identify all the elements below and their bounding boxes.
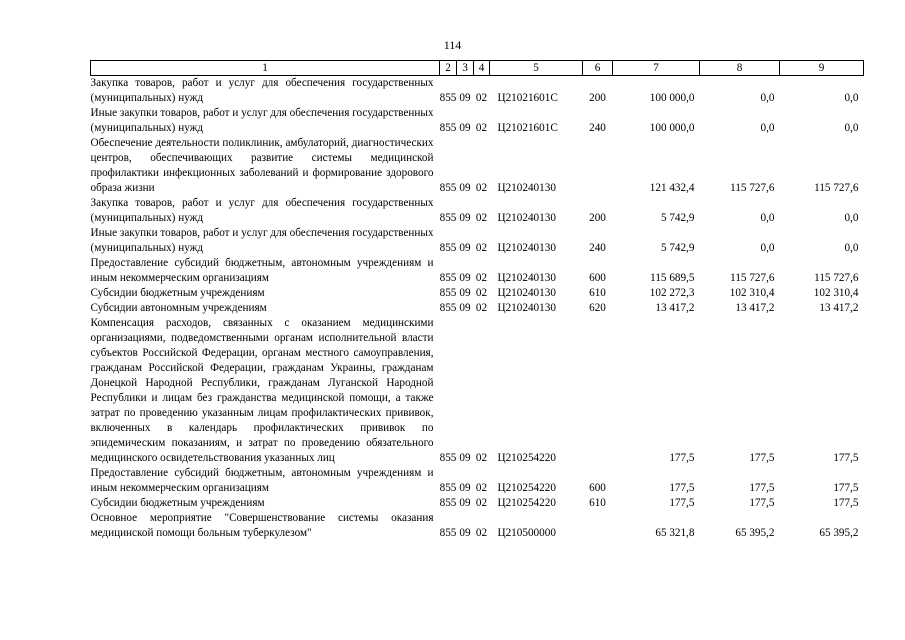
row-section-cell: 09: [459, 212, 471, 224]
row-name-cell: Предоставление субсидий бюджетным, автономным учреждениям и иным некоммерческим организациям: [90, 467, 434, 494]
row-grbs-cell: 855: [439, 302, 457, 314]
row-target-article-cell: Ц210254220: [497, 497, 556, 509]
table-row: [91, 106, 864, 136]
row-subsection-cell: 02: [475, 287, 488, 299]
table-row: [91, 136, 864, 196]
table-row: [91, 316, 864, 466]
row-name-cell: Основное мероприятие "Совершенствование системы оказания медицинской помощи больным туберкулезом": [90, 512, 434, 539]
row-amount-3-cell: 0,0: [844, 92, 859, 104]
row-section-cell: 09: [459, 272, 471, 284]
row-name-cell: Предоставление субсидий бюджетным, автономным учреждениям и иным некоммерческим организациям: [90, 257, 434, 284]
row-target-article-cell: Ц210240130: [497, 302, 556, 314]
row-section-cell: 09: [459, 497, 471, 509]
row-amount-3-cell: 0,0: [844, 122, 859, 134]
header-col-4: 4: [474, 61, 490, 76]
page-number: 114: [443, 38, 462, 52]
table-row: [91, 196, 864, 226]
row-name-cell: Компенсация расходов, связанных с оказанием медицинскими организациями, подведомственными органам исполнительной власти субъектов Российской Федерации, органам местного самоуправления, гражданам Российской Федерации, гражданам Украины, гражданам Донецкой Народной Республики, гражданам Луганской Народной Республики и лицам без гражданства медицинской помощи, а также затрат по проведению указанным лицам профилактических прививок, включенных в календарь профилактических прививок по эпидемическим показаниям, и затрат по проведению обязательного медицинского освидетельствования указанных лиц: [90, 317, 434, 464]
header-col-1: 1: [91, 61, 440, 76]
row-subsection-cell: 02: [475, 122, 488, 134]
row-expense-type-cell: 240: [589, 122, 606, 134]
row-amount-2-cell: 177,5: [749, 482, 775, 494]
row-amount-2-cell: 0,0: [760, 122, 775, 134]
row-amount-1-cell: 5 742,9: [660, 242, 695, 254]
row-amount-2-cell: 115 727,6: [730, 182, 775, 194]
row-target-article-cell: Ц210240130: [497, 242, 556, 254]
row-amount-1-cell: 115 689,5: [650, 272, 695, 284]
row-amount-2-cell: 0,0: [760, 212, 775, 224]
row-target-article-cell: Ц210254220: [497, 482, 556, 494]
row-name-cell: Закупка товаров, работ и услуг для обеспечения государственных (муниципальных) нужд: [90, 197, 434, 224]
row-name-cell: Субсидии бюджетным учреждениям: [90, 287, 265, 299]
row-amount-3-cell: 0,0: [844, 212, 859, 224]
row-target-article-cell: Ц210500000: [497, 527, 556, 539]
table-row: [91, 496, 864, 511]
row-subsection-cell: 02: [475, 452, 488, 464]
header-col-6: 6: [583, 61, 613, 76]
row-grbs-cell: 855: [439, 482, 457, 494]
row-grbs-cell: 855: [439, 452, 457, 464]
row-expense-type-cell: 600: [589, 482, 606, 494]
row-amount-1-cell: 5 742,9: [660, 212, 695, 224]
row-expense-type-cell: [583, 136, 613, 196]
row-expense-type-cell: 200: [589, 92, 606, 104]
table-row: [91, 511, 864, 541]
row-amount-2-cell: 0,0: [760, 92, 775, 104]
row-amount-3-cell: 177,5: [833, 497, 859, 509]
row-amount-2-cell: 177,5: [749, 497, 775, 509]
row-amount-3-cell: 115 727,6: [814, 272, 859, 284]
row-grbs-cell: 855: [439, 122, 457, 134]
row-subsection-cell: 02: [475, 212, 488, 224]
row-amount-2-cell: 0,0: [760, 242, 775, 254]
row-grbs-cell: 855: [439, 272, 457, 284]
row-subsection-cell: 02: [475, 482, 488, 494]
row-amount-3-cell: 177,5: [833, 482, 859, 494]
row-name-cell: Субсидии бюджетным учреждениям: [90, 497, 265, 509]
table-row: [91, 286, 864, 301]
row-grbs-cell: 855: [439, 242, 457, 254]
row-amount-3-cell: 177,5: [833, 452, 859, 464]
row-subsection-cell: 02: [475, 272, 488, 284]
row-amount-1-cell: 121 432,4: [649, 182, 695, 194]
row-target-article-cell: Ц210240130: [497, 287, 556, 299]
row-section-cell: 09: [459, 527, 471, 539]
row-section-cell: 09: [459, 242, 471, 254]
header-row: [91, 61, 864, 76]
header-col-2: 2: [440, 61, 457, 76]
row-expense-type-cell: 610: [589, 287, 606, 299]
row-section-cell: 09: [459, 482, 471, 494]
row-amount-1-cell: 100 000,0: [649, 92, 695, 104]
row-section-cell: 09: [459, 122, 471, 134]
row-amount-2-cell: 65 395,2: [735, 527, 775, 539]
row-amount-1-cell: 65 321,8: [655, 527, 695, 539]
row-expense-type-cell: 200: [589, 212, 606, 224]
row-amount-3-cell: 102 310,4: [813, 287, 859, 299]
header-col-9: 9: [780, 61, 864, 76]
row-grbs-cell: 855: [439, 287, 457, 299]
table-body: [91, 76, 864, 542]
row-expense-type-cell: 600: [589, 272, 606, 284]
row-subsection-cell: 02: [475, 302, 488, 314]
row-name-cell: Иные закупки товаров, работ и услуг для обеспечения государственных (муниципальных) нужд: [90, 107, 434, 134]
row-amount-1-cell: 13 417,2: [655, 302, 695, 314]
row-target-article-cell: Ц210240130: [497, 272, 556, 284]
table-row: [91, 256, 864, 286]
row-name-cell: Обеспечение деятельности поликлиник, амбулаторий, диагностических центров, обеспечивающих развитие системы медицинской профилактики инфекционных заболеваний и формирование здорового образа жизни: [90, 137, 434, 194]
row-expense-type-cell: 620: [589, 302, 606, 314]
budget-table: [90, 60, 864, 541]
table-row: [91, 226, 864, 256]
row-grbs-cell: 855: [439, 182, 457, 194]
row-target-article-cell: Ц210240130: [497, 182, 556, 194]
row-target-article-cell: Ц21021601С: [497, 122, 558, 134]
row-expense-type-cell: 610: [589, 497, 606, 509]
row-amount-1-cell: 177,5: [669, 497, 695, 509]
row-section-cell: 09: [459, 92, 471, 104]
row-grbs-cell: 855: [439, 497, 457, 509]
row-target-article-cell: Ц210240130: [497, 212, 556, 224]
row-subsection-cell: 02: [475, 527, 488, 539]
row-amount-2-cell: 13 417,2: [735, 302, 775, 314]
row-amount-3-cell: 0,0: [844, 242, 859, 254]
row-name-cell: Иные закупки товаров, работ и услуг для обеспечения государственных (муниципальных) нужд: [90, 227, 434, 254]
row-subsection-cell: 02: [475, 497, 488, 509]
row-target-article-cell: Ц21021601С: [497, 92, 558, 104]
row-grbs-cell: 855: [439, 212, 457, 224]
row-section-cell: 09: [459, 302, 471, 314]
row-subsection-cell: 02: [475, 242, 488, 254]
row-amount-2-cell: 177,5: [749, 452, 775, 464]
row-subsection-cell: 02: [475, 182, 488, 194]
row-amount-1-cell: 177,5: [669, 452, 695, 464]
row-expense-type-cell: [583, 511, 613, 541]
row-target-article-cell: Ц210254220: [497, 452, 556, 464]
row-amount-1-cell: 100 000,0: [649, 122, 695, 134]
row-subsection-cell: 02: [475, 92, 488, 104]
row-section-cell: 09: [459, 452, 471, 464]
row-amount-3-cell: 65 395,2: [819, 527, 859, 539]
row-name-cell: Субсидии автономным учреждениям: [90, 302, 267, 314]
header-col-7: 7: [613, 61, 700, 76]
row-amount-1-cell: 102 272,3: [649, 287, 695, 299]
header-col-5: 5: [490, 61, 583, 76]
row-amount-3-cell: 115 727,6: [814, 182, 859, 194]
header-col-3: 3: [457, 61, 474, 76]
table-row: [91, 76, 864, 107]
header-col-8: 8: [700, 61, 780, 76]
row-expense-type-cell: 240: [589, 242, 606, 254]
row-amount-1-cell: 177,5: [669, 482, 695, 494]
table-row: [91, 301, 864, 316]
row-section-cell: 09: [459, 287, 471, 299]
row-amount-2-cell: 102 310,4: [729, 287, 775, 299]
row-name-cell: Закупка товаров, работ и услуг для обеспечения государственных (муниципальных) нужд: [90, 77, 434, 104]
row-grbs-cell: 855: [439, 92, 457, 104]
row-section-cell: 09: [459, 182, 471, 194]
table-row: [91, 466, 864, 496]
row-amount-3-cell: 13 417,2: [819, 302, 859, 314]
row-expense-type-cell: [583, 316, 613, 466]
row-amount-2-cell: 115 727,6: [730, 272, 775, 284]
row-grbs-cell: 855: [439, 527, 457, 539]
